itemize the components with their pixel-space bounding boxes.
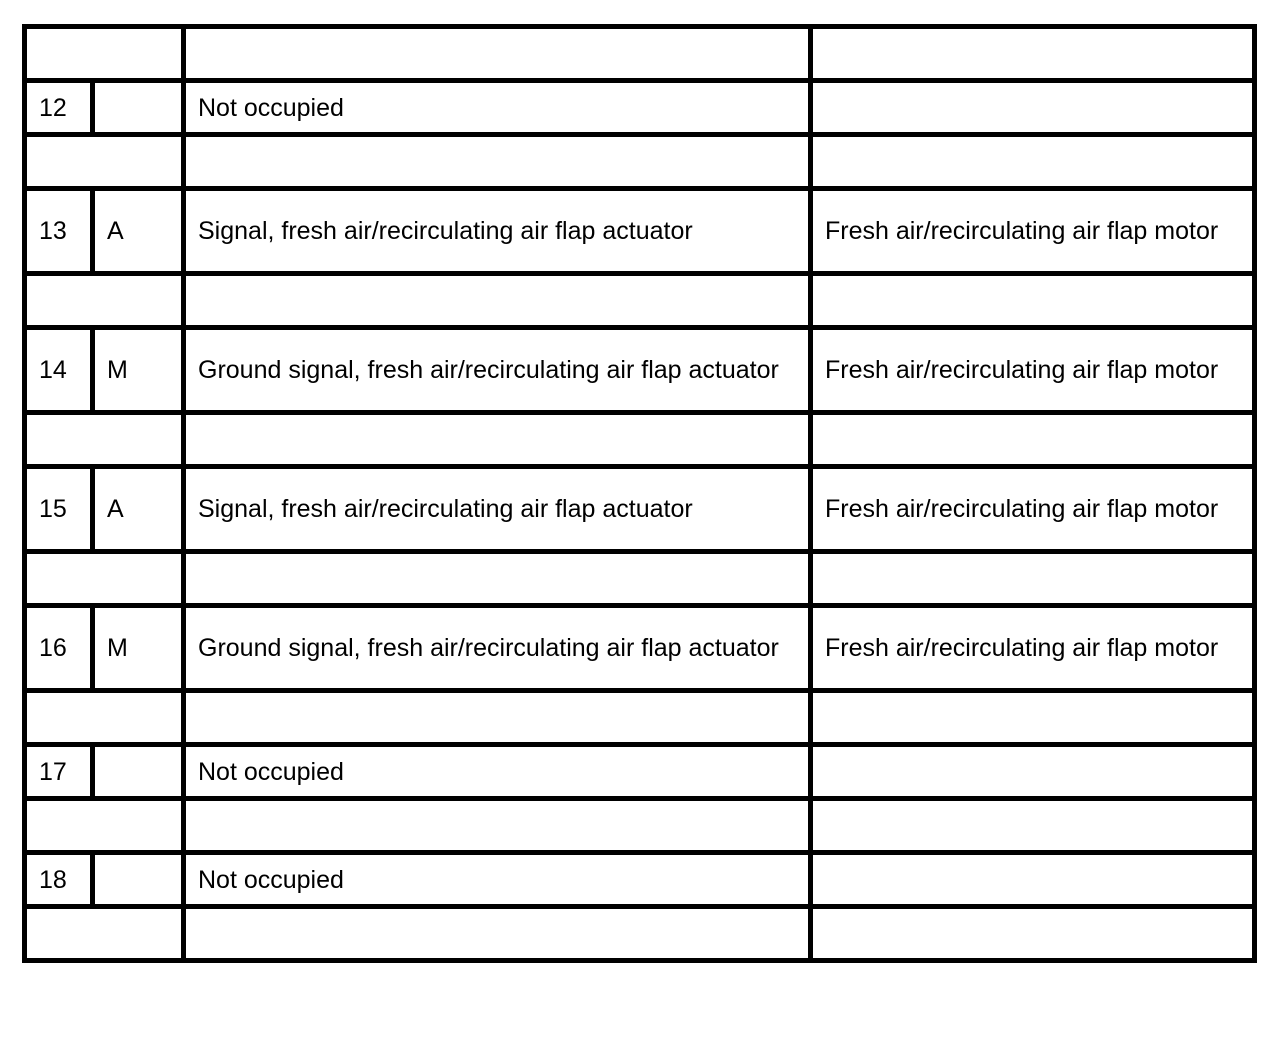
signal-code: M [93, 606, 184, 691]
spacer-row [25, 907, 1255, 961]
pin-description: Ground signal, fresh air/recirculating air flap actuator [184, 328, 811, 413]
connected-component: Fresh air/recirculating air flap motor [811, 189, 1255, 274]
signal-code: A [93, 189, 184, 274]
pin-description: Signal, fresh air/recirculating air flap actuator [184, 189, 811, 274]
table-row [25, 853, 1255, 907]
table-row [25, 328, 1255, 413]
spacer-row [25, 552, 1255, 606]
signal-code: M [93, 328, 184, 413]
table-row [25, 606, 1255, 691]
pin-number: 17 [25, 745, 93, 799]
connected-component: Fresh air/recirculating air flap motor [811, 328, 1255, 413]
signal-code: A [93, 467, 184, 552]
signal-code [93, 81, 184, 135]
pin-number: 18 [25, 853, 93, 907]
signal-code [93, 745, 184, 799]
pin-number: 13 [25, 189, 93, 274]
pin-description: Not occupied [184, 81, 811, 135]
pin-description: Signal, fresh air/recirculating air flap actuator [184, 467, 811, 552]
table-row [25, 745, 1255, 799]
connected-component [811, 745, 1255, 799]
connected-component: Fresh air/recirculating air flap motor [811, 467, 1255, 552]
spacer-row [25, 799, 1255, 853]
connected-component [811, 81, 1255, 135]
connected-component: Fresh air/recirculating air flap motor [811, 606, 1255, 691]
spacer-row [25, 27, 1255, 81]
pin-description: Ground signal, fresh air/recirculating air flap actuator [184, 606, 811, 691]
table-row [25, 467, 1255, 552]
pin-number: 15 [25, 467, 93, 552]
connected-component [811, 853, 1255, 907]
pin-number: 14 [25, 328, 93, 413]
table-row [25, 189, 1255, 274]
spacer-row [25, 135, 1255, 189]
signal-code [93, 853, 184, 907]
pin-number: 16 [25, 606, 93, 691]
pin-number: 12 [25, 81, 93, 135]
spacer-row [25, 274, 1255, 328]
spacer-row [25, 691, 1255, 745]
pin-description: Not occupied [184, 853, 811, 907]
spacer-row [25, 413, 1255, 467]
pin-description: Not occupied [184, 745, 811, 799]
pin-assignment-table [22, 24, 1257, 963]
table-row [25, 81, 1255, 135]
